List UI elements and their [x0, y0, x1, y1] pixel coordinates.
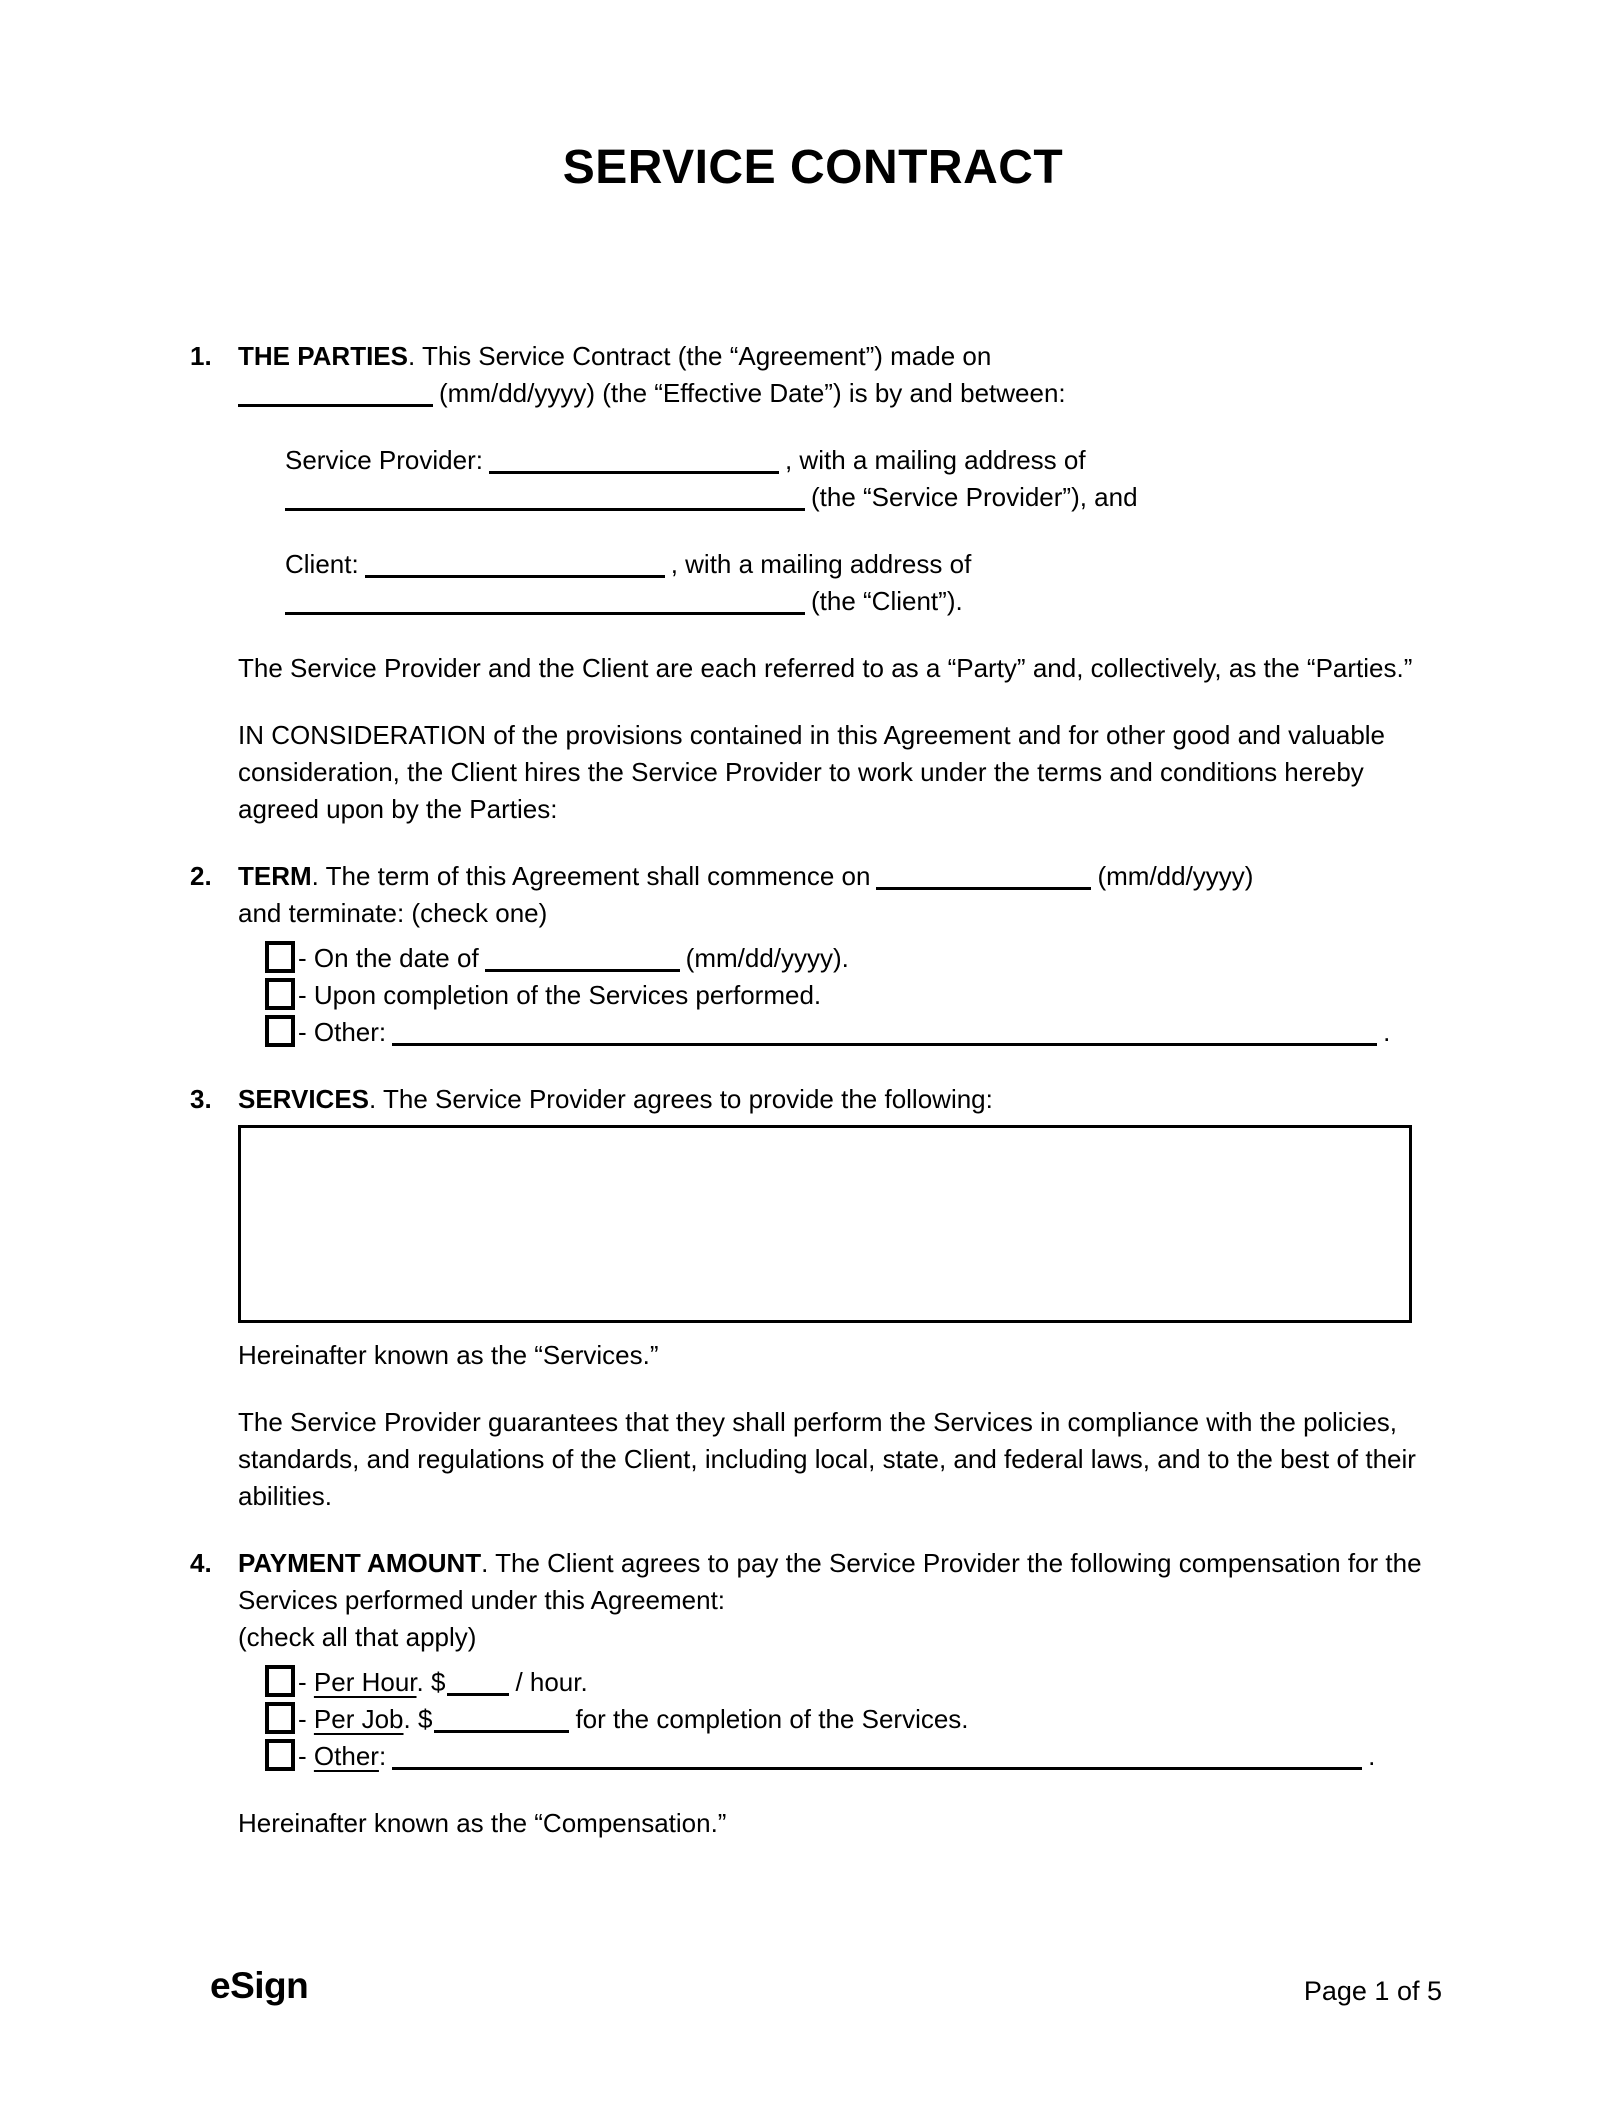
section-the-parties [190, 338, 1436, 828]
per-hour-amount-blank[interactable] [447, 1669, 509, 1696]
payment-other-blank[interactable] [392, 1743, 1362, 1770]
term-on-date-after-blank: (mm/dd/yyyy). [685, 943, 849, 973]
section-heading: SERVICES [238, 1084, 370, 1114]
services-guarantee-paragraph: The Service Provider guarantees that they shall perform the Services in compliance with the policies, standards, and regulations of the Client, including local, state, and federal laws, and to the best of their abilities. [238, 1407, 1416, 1511]
client-name-blank[interactable] [365, 551, 665, 578]
consideration-paragraph: IN CONSIDERATION of the provisions contained in this Agreement and for other good and valuable consideration, the Client hires the Service Provider to work under the terms and conditions hereby agreed upon by the Parties: [238, 720, 1386, 824]
payment-lead-paragraph [238, 1545, 1436, 1656]
term-lead-line2: and terminate: (check one) [238, 898, 548, 928]
checkbox-payment-other[interactable] [265, 1739, 295, 1771]
term-on-date-text: - On the date of [298, 943, 479, 973]
payment-option-per-hour [265, 1664, 1436, 1701]
section-payment-amount [190, 1545, 1436, 1842]
section-services [190, 1081, 1436, 1515]
document-content [190, 140, 1436, 1842]
provider-address-blank[interactable] [285, 484, 805, 511]
payment-option-dash: - [298, 1741, 307, 1771]
per-hour-mid-text: . $ [416, 1667, 446, 1697]
client-address-blank[interactable] [285, 588, 805, 615]
payment-check-note: (check all that apply) [238, 1622, 477, 1652]
service-provider-block [285, 442, 1436, 516]
client-after-blank: (the “Client”). [811, 586, 963, 616]
per-job-mid-text: . $ [403, 1704, 433, 1734]
client-label: Client: [285, 549, 359, 579]
term-lead-paragraph [238, 858, 1436, 932]
term-other-text: - Other: [298, 1017, 387, 1047]
per-hour-after-blank: / hour. [515, 1667, 588, 1697]
section-number: 1. [190, 341, 212, 371]
payment-option-dash: - [298, 1704, 307, 1734]
payment-option-other [265, 1738, 1436, 1775]
term-on-date-blank[interactable] [485, 945, 680, 972]
client-block [285, 546, 1436, 620]
parties-lead-text: . This Service Contract (the “Agreement”) made on [407, 341, 992, 371]
effective-date-blank[interactable] [238, 380, 433, 407]
term-lead-text: . The term of this Agreement shall commence on [311, 861, 871, 891]
services-lead-paragraph [238, 1081, 1436, 1118]
term-option-on-date [265, 940, 1436, 977]
term-other-blank[interactable] [392, 1019, 1377, 1046]
client-mailing-text: , with a mailing address of [670, 549, 972, 579]
section-term [190, 858, 1436, 1051]
section-number: 2. [190, 861, 212, 891]
section-heading: TERM [238, 861, 312, 891]
section-number: 4. [190, 1548, 212, 1578]
esign-logo: eSign [210, 1965, 309, 2006]
per-job-after-blank: for the completion of the Services. [575, 1704, 969, 1734]
parties-lead-paragraph [238, 338, 1436, 412]
per-job-amount-blank[interactable] [434, 1706, 569, 1733]
payment-option-dash: - [298, 1667, 307, 1697]
term-option-other [265, 1014, 1436, 1051]
per-job-label: Per Job [313, 1704, 404, 1734]
section-heading: THE PARTIES [238, 341, 408, 371]
compensation-hereinafter-text: Hereinafter known as the “Compensation.” [238, 1808, 727, 1838]
parties-definition-paragraph: The Service Provider and the Client are each referred to as a “Party” and, collectively, as the “Parties.” [238, 653, 1413, 683]
services-hereinafter-text: Hereinafter known as the “Services.” [238, 1340, 659, 1370]
provider-name-blank[interactable] [489, 447, 779, 474]
page-indicator: Page 1 of 5 [1303, 1976, 1442, 2006]
section-heading: PAYMENT AMOUNT [238, 1548, 482, 1578]
payment-other-mid-text: : [378, 1741, 387, 1771]
payment-options [238, 1664, 1436, 1775]
provider-after-blank: (the “Service Provider”), and [811, 482, 1138, 512]
payment-other-after-blank: . [1368, 1741, 1376, 1771]
checkbox-per-job[interactable] [265, 1702, 295, 1734]
term-upon-completion-text: - Upon completion of the Services performed. [298, 980, 822, 1010]
per-hour-label: Per Hour [313, 1667, 417, 1697]
payment-other-label: Other [313, 1741, 379, 1771]
term-option-upon-completion [265, 977, 1436, 1014]
payment-option-per-job [265, 1701, 1436, 1738]
checkbox-term-other[interactable] [265, 1015, 295, 1047]
checkbox-term-upon-completion[interactable] [265, 978, 295, 1010]
section-number: 3. [190, 1084, 212, 1114]
checkbox-term-on-date[interactable] [265, 941, 295, 973]
checkbox-per-hour[interactable] [265, 1665, 295, 1697]
service-provider-label: Service Provider: [285, 445, 483, 475]
payment-lead-text: . The Client agrees to pay the Service Provider the following compensation for the Services performed under this Agreement: [238, 1548, 1422, 1615]
provider-mailing-text: , with a mailing address of [784, 445, 1086, 475]
page-title: SERVICE CONTRACT [562, 141, 1064, 194]
term-options [238, 940, 1436, 1051]
term-lead-after-blank: (mm/dd/yyyy) [1097, 861, 1254, 891]
services-entry-box[interactable] [238, 1125, 1412, 1323]
services-lead-text: . The Service Provider agrees to provide the following: [369, 1084, 993, 1114]
term-other-after-blank: . [1383, 1017, 1391, 1047]
term-commence-date-blank[interactable] [876, 863, 1091, 890]
parties-lead-after-blank: (mm/dd/yyyy) (the “Effective Date”) is by and between: [439, 378, 1066, 408]
